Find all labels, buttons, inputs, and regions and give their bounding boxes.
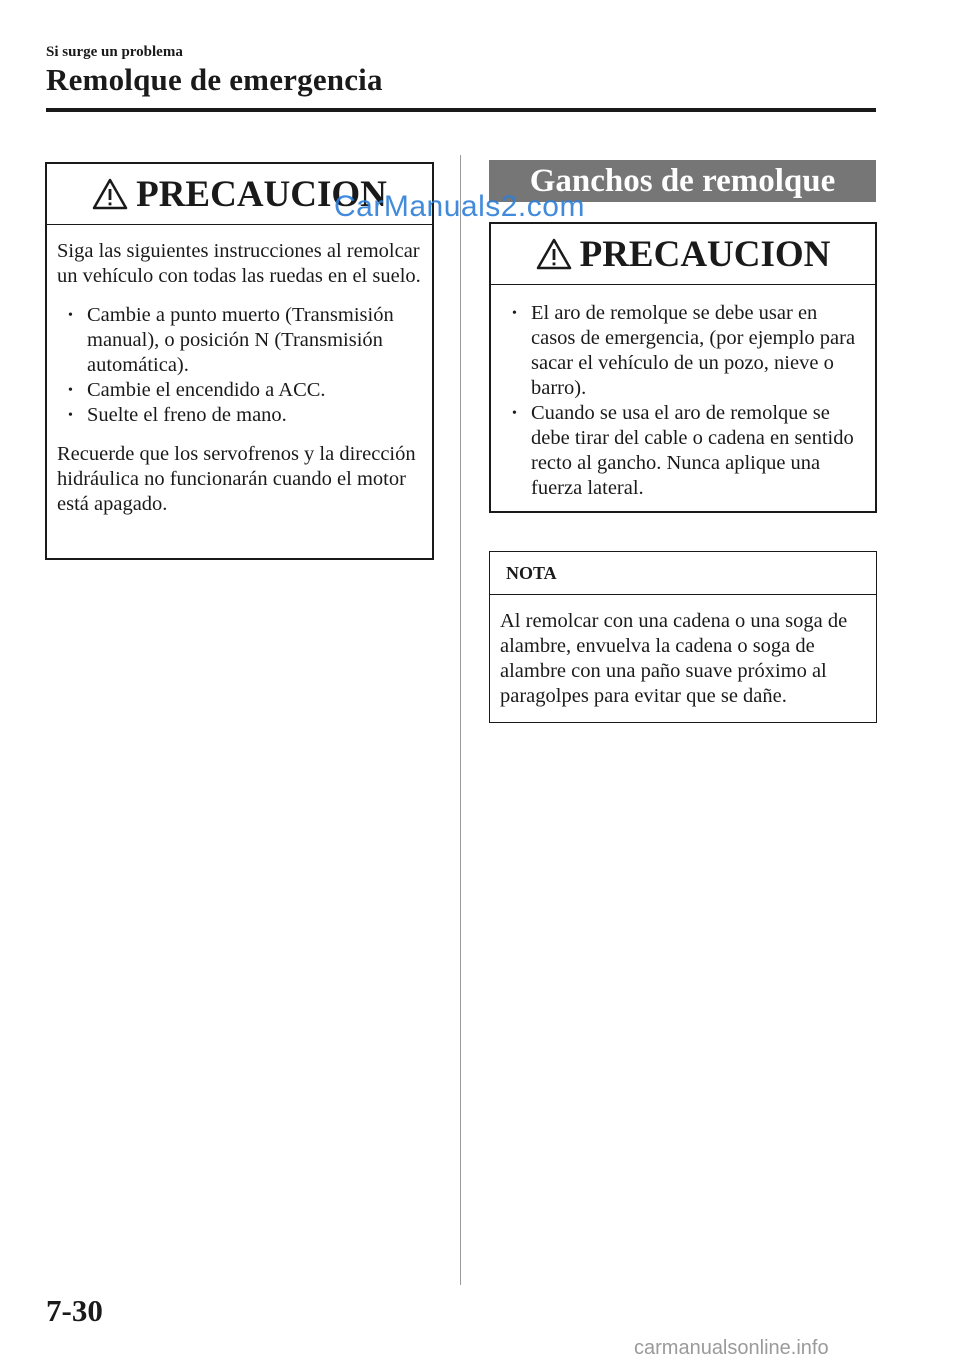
- note-box: [489, 551, 877, 723]
- caution-title: PRECAUCION: [579, 233, 831, 275]
- caution-title: PRECAUCION: [136, 173, 387, 215]
- footer-site-link[interactable]: carmanualsonline.info: [634, 1337, 829, 1359]
- note-text: Al remolcar con una cadena o una soga de alambre, envuelva la cadena o soga de alambre con una paño suave próximo al paragolpes para evitar que se dañe.: [500, 610, 848, 707]
- caution-intro: Siga las siguientes instrucciones al remolcar un vehículo con todas las ruedas en el suelo.: [57, 240, 421, 287]
- section-banner: Ganchos de remolque: [489, 160, 876, 202]
- bullet-item: • Cuando se usa el aro de remolque se debe tirar del cable o cadena en sentido recto al gancho. Nunca aplique una fuerza lateral.: [501, 401, 865, 501]
- caution-bullet-list: [501, 301, 865, 501]
- caution-closing: Recuerde que los servofrenos y la dirección hidráulica no funcionarán cuando el motor está apagado.: [57, 443, 416, 515]
- note-title: NOTA: [490, 552, 876, 595]
- note-body: [490, 595, 876, 709]
- warning-triangle-icon: [92, 178, 128, 210]
- column-divider: [460, 155, 461, 1285]
- header-rule: [46, 108, 876, 112]
- caution-header: [491, 224, 875, 285]
- bullet-item: • Cambie a punto muerto (Transmisión manual), o posición N (Transmisión automática).: [57, 303, 422, 378]
- bullet-item: • Cambie el encendido a ACC.: [57, 378, 422, 403]
- caution-box-right: [489, 222, 877, 513]
- section-label: Si surge un problema: [46, 44, 183, 60]
- page-number: 7-30: [46, 1293, 103, 1328]
- watermark: CarManuals2.com: [334, 190, 585, 223]
- warning-triangle-icon: [536, 238, 572, 270]
- page-title: Remolque de emergencia: [46, 62, 383, 97]
- caution-body: [47, 225, 432, 517]
- caution-body: [491, 285, 875, 501]
- caution-bullet-list: [57, 303, 422, 428]
- bullet-item: • Suelte el freno de mano.: [57, 403, 422, 428]
- bullet-item: • El aro de remolque se debe usar en casos de emergencia, (por ejemplo para sacar el vehículo de un pozo, nieve o barro).: [501, 301, 865, 401]
